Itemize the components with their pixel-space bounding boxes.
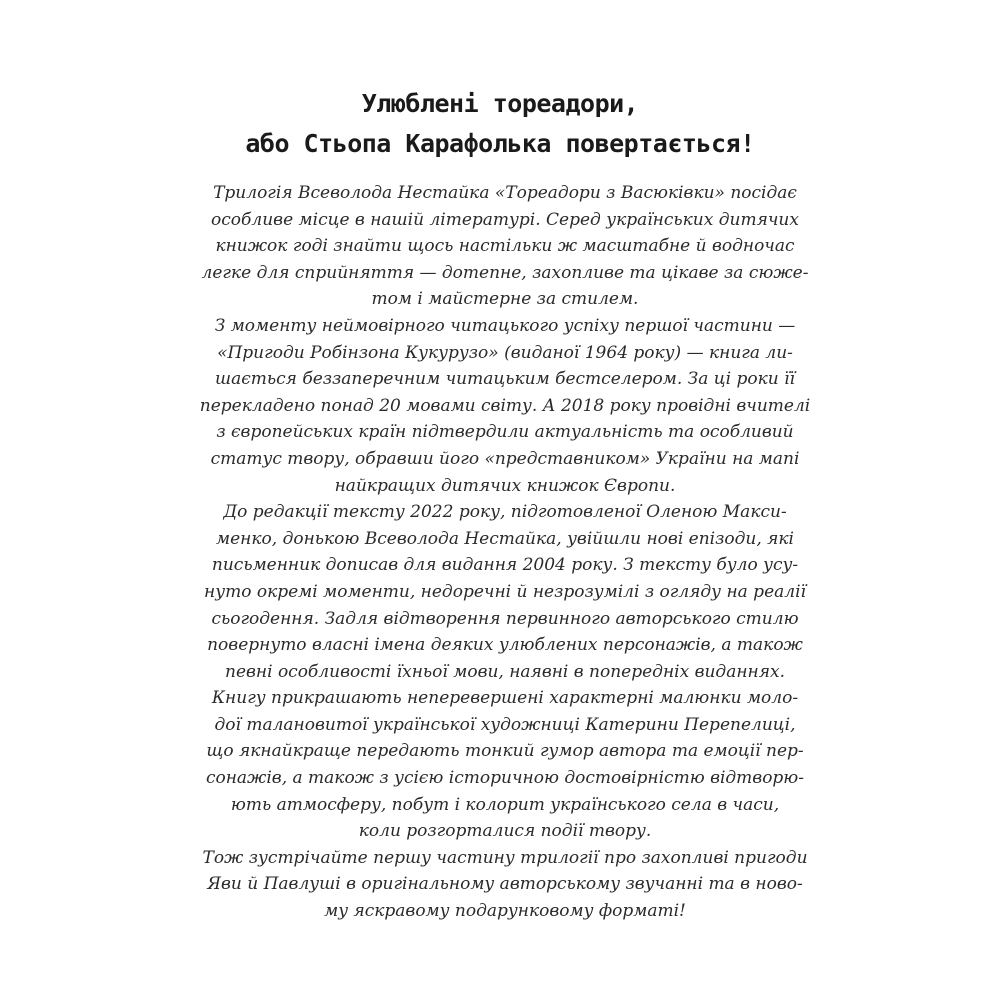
text-line: Трилогія Всеволода Нестайка «Тореадори з Васюківки» посідає bbox=[213, 183, 797, 203]
text-line: з європейських країн підтвердили актуальність та особливий bbox=[216, 422, 794, 443]
text-line: Яви й Павлуші в оригінальному авторському звучанні та в ново- bbox=[207, 874, 803, 895]
text-line: му яскравому подарунковому форматі! bbox=[324, 901, 686, 922]
title-line-2: або Стьопа Карафолька повертається! bbox=[245, 129, 755, 158]
text-line: особливе місце в нашій літературі. Серед українських дитячих bbox=[211, 209, 799, 230]
text-line: том і майстерне за стилем. bbox=[371, 289, 639, 310]
text-line: певні особливості їхньої мови, наявні в попередніх виданнях. bbox=[225, 661, 785, 682]
text-line: сьогодення. Задля відтворення первинного авторського стилю bbox=[211, 608, 799, 629]
text-line: Книгу прикрашають неперевершені характерні малюнки моло- bbox=[211, 688, 799, 709]
text-line: письменник дописав для видання 2004 року. З тексту було усу- bbox=[211, 555, 799, 576]
text-line: дої талановитої української художниці Катерини Перепелиці, bbox=[214, 714, 796, 735]
text-line: сонажів, а також з усією історичною достовірністю відтворю- bbox=[205, 768, 805, 789]
annotation-text bbox=[170, 180, 840, 925]
text-line: ють атмосферу, побут і колорит українського села в часи, bbox=[230, 794, 780, 815]
text-line: шається беззаперечним читацьким бестселером. За ці роки її bbox=[215, 369, 795, 390]
title-line-1: Улюблені тореадори, bbox=[361, 89, 639, 118]
text-line: книжок годі знайти щось настільки ж масштабне й водночас bbox=[215, 236, 795, 257]
page-title bbox=[0, 84, 1000, 164]
text-line: нуто окремі моменти, недоречні й незрозумілі з огляду на реалії bbox=[204, 581, 806, 602]
text-line: що якнайкраще передають тонкий гумор автора та емоції пер- bbox=[206, 741, 804, 762]
text-line: З моменту неймовірного читацького успіху першої частини — bbox=[214, 315, 796, 336]
text-line: перекладено понад 20 мовами світу. А 2018 року провідні вчителі bbox=[199, 395, 811, 416]
text-line: статус твору, обравши його «представником» України на мапі bbox=[210, 448, 800, 469]
text-line: менко, донькою Всеволода Нестайка, увійшли нові епізоди, які bbox=[216, 528, 794, 549]
text-line: повернуто власні імена деяких улюблених персонажів, а також bbox=[207, 635, 803, 656]
text-line: До редакції тексту 2022 року, підготовленої Оленою Макси- bbox=[223, 502, 787, 523]
text-line: легке для сприйняття — дотепне, захопливе та цікаве за сюже- bbox=[201, 262, 809, 283]
text-line: «Пригоди Робінзона Кукурузо» (виданої 1964 року) — книга ли- bbox=[217, 342, 793, 363]
text-line: коли розгорталися події твору. bbox=[358, 821, 652, 842]
text-line: найкращих дитячих книжок Європи. bbox=[334, 475, 676, 496]
text-line: Тож зустрічайте першу частину трилогії про захопливі пригоди bbox=[202, 847, 808, 868]
